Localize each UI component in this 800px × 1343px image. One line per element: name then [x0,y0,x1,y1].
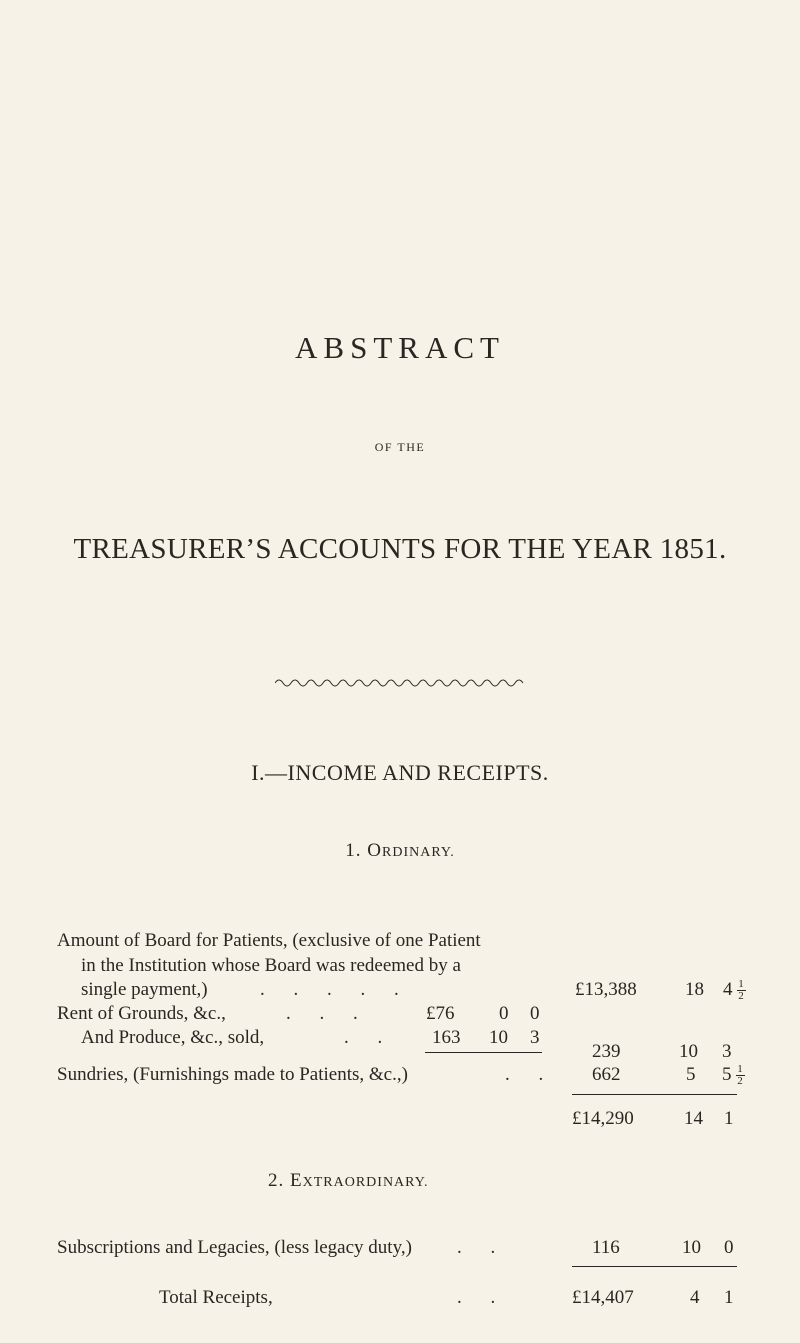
page-title: TREASURER’S ACCOUNTS FOR THE YEAR 1851. [73,533,727,565]
sundries-amount: 662 [592,1064,621,1085]
board-leader-dots: . . . . . [260,979,399,1000]
subheading-initial: O [367,840,383,861]
grand-total-rule [572,1266,737,1267]
fraction-numerator: 1 [738,978,744,991]
total-receipts-shillings: 4 [690,1287,700,1308]
rent-produce-sum-rule [425,1052,542,1053]
rent-label: Rent of Grounds, &c., [57,1003,226,1024]
board-line-1: Amount of Board for Patients, (exclusive of one Patient [57,930,481,951]
rent-produce-total: 239 [592,1041,621,1062]
sundries-pence-whole: 5 [722,1064,732,1085]
sundries-shillings: 5 [686,1064,696,1085]
ordinary-subtotal-shillings: 14 [684,1108,703,1129]
fraction-denominator: 2 [738,990,744,1003]
board-pence-whole: 4 [723,979,733,1000]
section-heading-income: I.—INCOME AND RECEIPTS. [251,760,549,785]
rent-shillings: 0 [499,1003,509,1024]
sundries-leader-dots: . . [505,1064,544,1085]
subscriptions-shillings: 10 [682,1237,701,1258]
produce-leader-dots: . . [344,1027,383,1048]
subheading-extraordinary [268,1170,429,1192]
produce-shillings: 10 [489,1027,508,1048]
rent-amount: £76 [426,1003,455,1024]
board-shillings: 18 [685,979,704,1000]
total-receipts-amount: £14,407 [572,1287,634,1308]
board-pence-fraction [737,980,746,1001]
subscriptions-amount: 116 [592,1237,620,1258]
board-line-3: single payment,) [81,979,208,1000]
total-receipts-label: Total Receipts, [159,1287,273,1308]
sundries-pence-fraction [736,1065,745,1086]
rent-leader-dots: . . . [286,1003,358,1024]
subheading-initial: E [290,1170,303,1191]
ordinary-subtotal-pence: 1 [724,1108,734,1129]
rent-pence: 0 [530,1003,540,1024]
subscriptions-label: Subscriptions and Legacies, (less legacy duty,) [57,1237,412,1258]
ordinary-subtotal-rule [572,1094,737,1095]
subscriptions-pence: 0 [724,1237,734,1258]
subheading-rest: XTRAORDINARY. [302,1175,429,1190]
board-line-2: in the Institution whose Board was redeemed by a [81,955,461,976]
subheading-number: 2. [268,1170,285,1191]
subscriptions-leader-dots: . . [457,1237,496,1258]
total-receipts-pence: 1 [724,1287,734,1308]
subheading-rest: RDINARY. [382,845,455,860]
wavy-rule-ornament [275,677,525,689]
total-leader-dots: . . [457,1287,496,1308]
produce-pence: 3 [530,1027,540,1048]
produce-amount: 163 [432,1027,461,1048]
sundries-pence [722,1064,745,1086]
title-of-the: OF THE [374,440,426,454]
title-abstract: ABSTRACT [295,330,505,365]
fraction-numerator: 1 [737,1063,743,1076]
rent-produce-total-pence: 3 [722,1041,732,1062]
board-pence [723,979,746,1001]
board-amount: £13,388 [575,979,637,1000]
produce-label: And Produce, &c., sold, [81,1027,265,1048]
rent-produce-total-shillings: 10 [679,1041,698,1062]
ordinary-subtotal-amount: £14,290 [572,1108,634,1129]
fraction-denominator: 2 [737,1075,743,1088]
subheading-number: 1. [345,840,362,861]
sundries-label: Sundries, (Furnishings made to Patients, &c.,) [57,1064,408,1085]
subheading-ordinary [0,840,800,862]
